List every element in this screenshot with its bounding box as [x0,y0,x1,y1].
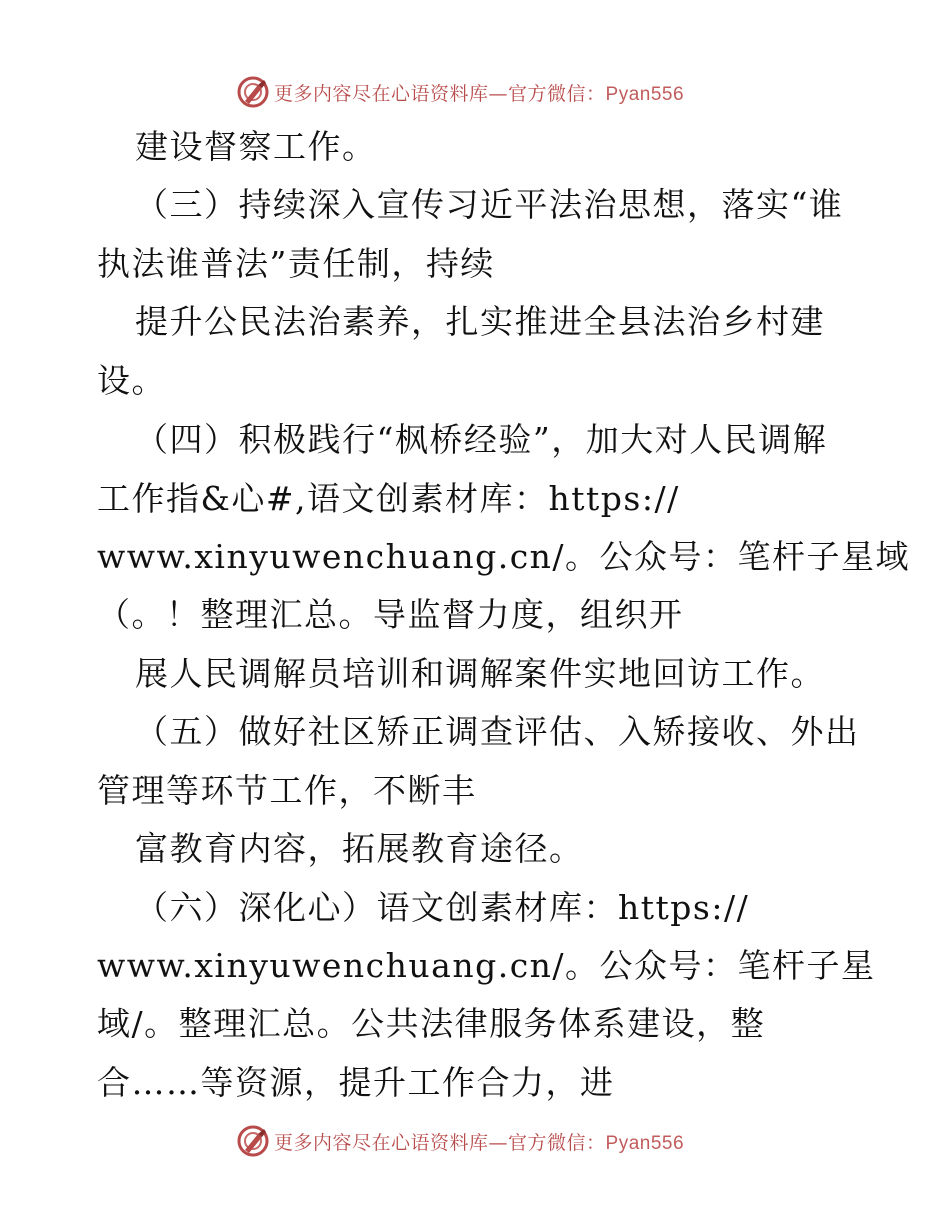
footer-wechat-id: Pyan556 [605,1132,685,1154]
body-line: 合……等资源，提升工作合力，进 [97,1063,615,1102]
footer-banner-text [274,1128,684,1155]
body-line: （六）深化心）语文创素材库：https:// [135,888,750,927]
body-line: 提升公民法治素养，扎实推进全县法治乡村建 [135,302,825,341]
footer-brand-text: 更多内容尽在心语资料库 [274,1131,489,1154]
header-wechat-label: 官方微信： [508,82,606,105]
footer-separator: — [488,1131,509,1154]
body-line: 执法谁普法”责任制，持续 [97,244,495,283]
body-line: 工作指&心#,语文创素材库：https:// [97,479,680,518]
body-line: （五）做好社区矫正调查评估、入矫接收、外出 [135,712,860,751]
body-line: 建设督察工作。 [135,127,377,166]
body-line: 展人民调解员培训和调解案件实地回访工作。 [135,654,825,693]
body-line: www.xinyuwenchuang.cn/。公众号：笔杆子星域 [97,537,911,576]
brand-logo-icon [236,1124,270,1158]
footer-wechat-label: 官方微信： [508,1131,606,1154]
body-line: 域/。整理汇总。公共法律服务体系建设，整 [97,1004,766,1043]
header-brand-text: 更多内容尽在心语资料库 [274,82,489,105]
body-line: 富教育内容，拓展教育途径。 [135,829,584,868]
body-line: 管理等环节工作，不断丰 [97,771,477,810]
body-line: （四）积极践行“枫桥经验”，加大对人民调解 [135,420,828,459]
footer-watermark-banner [0,1121,950,1161]
body-line: （。！整理汇总。导监督力度，组织开 [97,595,684,634]
body-line: www.xinyuwenchuang.cn/。公众号：笔杆子星 [97,946,876,985]
header-separator: — [488,82,509,105]
header-wechat-id: Pyan556 [605,83,685,105]
body-line: 设。 [97,361,166,400]
body-line: （三）持续深入宣传习近平法治思想，落实“谁 [135,185,844,224]
